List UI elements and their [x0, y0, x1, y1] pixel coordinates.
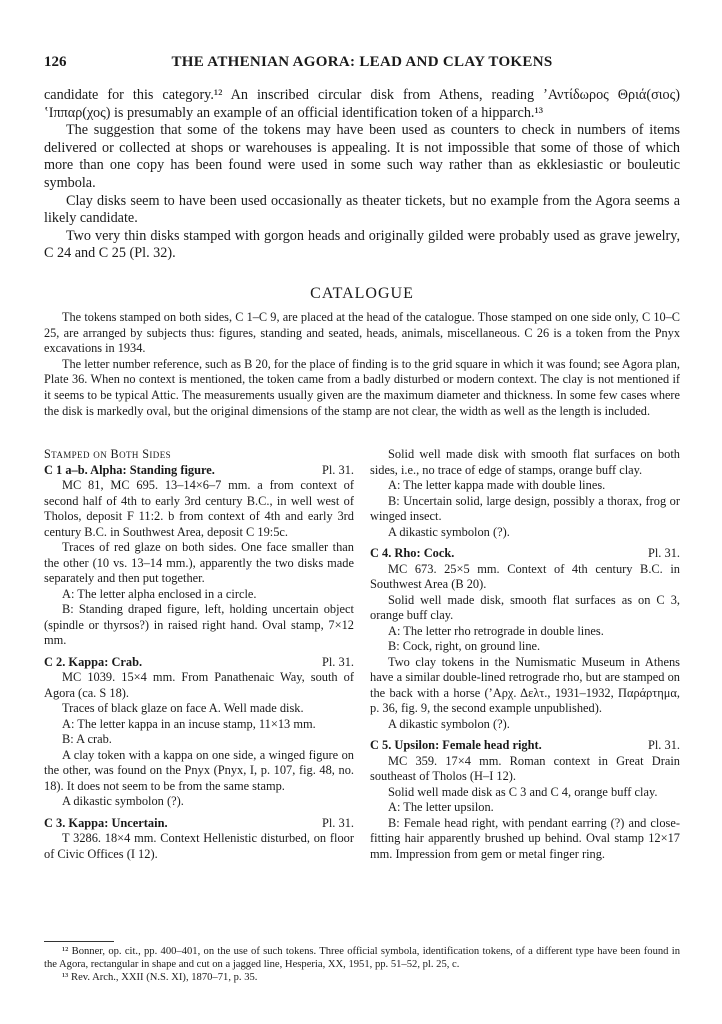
- entry-text: B: A crab.: [62, 732, 112, 746]
- entry-text: A dikastic symbolon (?).: [62, 794, 184, 808]
- footnote-12: ¹² Bonner, op. cit., pp. 400–401, on the use of such tokens. Three official symbola, identification tokens, of a different type have been found in the Agora, rectangular in shape and cut on a jagged line, Hesperia, XX, 1951, pp. 51–52, pl. 25, c.: [44, 946, 680, 971]
- intro-paragraph: Two very thin disks stamped with gorgon heads and originally gilded were probably used as grave jewelry, C 24 and C 25 (Pl. 32).: [44, 227, 680, 262]
- entry-text: B: Female head right, with pendant earring (?) and close-fitting hair apparently brushed up behind. Oval stamp 12×17 mm. Impression from gem or metal finger ring.: [370, 815, 680, 861]
- entry-title: C 2. Kappa: Crab.: [44, 654, 143, 669]
- plate-ref: Pl. 31.: [647, 738, 680, 752]
- plate-ref: Pl. 31.: [647, 546, 680, 560]
- entry-text: T 3286. 18×4 mm. Context Hellenistic disturbed, on floor of Civic Offices (I 12).: [44, 831, 354, 861]
- page-header: [44, 54, 680, 74]
- page-number: 126: [44, 54, 67, 70]
- entry-text: A dikastic symbolon (?).: [388, 716, 510, 731]
- entry-text: Solid well made disk with smooth flat surfaces on both sides, i.e., no trace of edge of stamps, orange buff clay.: [370, 447, 680, 477]
- running-title: THE ATHENIAN AGORA: LEAD AND CLAY TOKENS: [171, 54, 553, 70]
- plate-ref: Pl. 31.: [321, 654, 354, 669]
- plate-ref: Pl. 31.: [321, 815, 354, 830]
- entry-title: C 1 a–b. Alpha: Standing figure.: [44, 462, 215, 477]
- entry-text: A: The letter rho retrograde in double lines.: [388, 623, 604, 638]
- entry-text: MC 359. 17×4 mm. Roman context in Great Drain southeast of Tholos (H–I 12).: [370, 753, 680, 783]
- catalogue-intro-paragraph: The letter number reference, such as B 20, for the place of finding is to the grid square in which it was found; see Agora plan, Plate 36. When no context is mentioned, the token came from a badly disturbed or modern context. The clay is not mentioned if it seems to be typical Attic. The measurements usually given are the maximum diameter and thickness. In some few cases where the disk is markedly oval, but the original dimensions of the stamp are not clear, the width as well as the length is included.: [44, 356, 680, 418]
- entry-text: MC 1039. 15×4 mm. From Panathenaic Way, south of Agora (ca. S 18).: [44, 670, 354, 700]
- intro-text: [44, 87, 680, 263]
- entry-c4-heading: [370, 546, 680, 562]
- entry-text: B: Uncertain solid, large design, possibly a thorax, frog or winged insect.: [370, 493, 680, 523]
- section-heading: Stamped on Both Sides: [44, 447, 172, 461]
- footnote-13: ¹³ Rev. Arch., XXII (N.S. XI), 1870–71, p. 35.: [62, 972, 258, 984]
- entry-text: Traces of red glaze on both sides. One face smaller than the other (10 vs. 13–14 mm.), apparently the two disks made separately and then put together.: [44, 540, 354, 585]
- intro-paragraph: candidate for this category.¹² An inscribed circular disk from Athens, reading ʼΑντίδωρος Θριά(σιος) ʽΙππαρ(χος) is presumably an example of an official identification token of a hipparch.¹³: [44, 87, 680, 121]
- entry-c3-heading: [44, 816, 354, 832]
- entry-title: C 3. Kappa: Uncertain.: [44, 815, 168, 830]
- entry-text: Traces of black glaze on face A. Well made disk.: [62, 701, 304, 715]
- entry-text: MC 673. 25×5 mm. Context of 4th century B.C. in Southwest Area (B 20).: [370, 561, 680, 591]
- entry-text: B: Standing draped figure, left, holding uncertain object (spindle or thyrsos?) in raised right hand. Oval stamp, 7×12 mm.: [44, 602, 354, 647]
- entry-text: Solid well made disk, smooth flat surfaces as on C 3, orange buff clay.: [370, 592, 680, 622]
- intro-paragraph: Clay disks seem to have been used occasionally as theater tickets, but no example from the Agora seems a likely candidate.: [44, 192, 680, 227]
- entry-c5-heading: [370, 738, 680, 754]
- entry-text: Two clay tokens in the Numismatic Museum in Athens have a similar double-lined retrograde rho, but are stamped on the back with a horse (ʼΑρχ. Δελτ., 1931–1932, Παράρτημα, p. 36, fig. 9, the second example unpublished).: [370, 654, 680, 715]
- entry-text: B: Cock, right, on ground line.: [388, 639, 541, 653]
- catalogue-intro: [44, 310, 680, 419]
- left-column: [44, 447, 354, 862]
- entry-c1-heading: [44, 463, 354, 479]
- right-column: [370, 447, 680, 862]
- entry-text: Solid well made disk as C 3 and C 4, orange buff clay.: [388, 784, 658, 799]
- footnote-rule: [44, 941, 114, 942]
- intro-paragraph: The suggestion that some of the tokens may have been used as counters to check in numbers of items delivered or collected at shops or warehouses is appealing. It is not impossible that some of those of which more than one copy has been found were used in some such way rather than as ekklesiastic or bouleutic symbola.: [44, 122, 680, 191]
- plate-ref: Pl. 31.: [321, 462, 354, 477]
- entry-title: C 5. Upsilon: Female head right.: [370, 738, 542, 752]
- entry-text: A clay token with a kappa on one side, a winged figure on the other, was found on the Pnyx (Pnyx, I, p. 107, fig. 48, no. 18). It does not seem to be from the same stamp.: [44, 747, 354, 793]
- entry-text: A: The letter kappa in an incuse stamp, 11×13 mm.: [62, 716, 316, 731]
- catalogue-heading: CATALOGUE: [310, 285, 414, 302]
- entry-text: MC 81, MC 695. 13–14×6–7 mm. a from context of second half of 4th to early 3rd century B.C., in well west of Tholos, deposit F 11:2. b from context of 4th and early 3rd century B.C. in Southwest Area, deposit C 19:5c.: [44, 478, 354, 539]
- entry-text: A: The letter alpha enclosed in a circle.: [62, 586, 257, 601]
- entry-title: C 4. Rho: Cock.: [370, 546, 455, 560]
- entry-text: A: The letter kappa made with double lines.: [388, 478, 606, 492]
- catalogue-intro-paragraph: The tokens stamped on both sides, C 1–C 9, are placed at the head of the catalogue. Those stamped on one side only, C 10–C 25, are arranged by subjects thus: figures, standing and seated, heads, animals, miscellaneous. C 26 is a token from the Pnyx excavations in 1934.: [44, 310, 680, 356]
- entry-text: A: The letter upsilon.: [388, 800, 494, 814]
- entry-text: A dikastic symbolon (?).: [388, 524, 510, 539]
- entry-c2-heading: [44, 655, 354, 671]
- footnotes: [44, 945, 680, 985]
